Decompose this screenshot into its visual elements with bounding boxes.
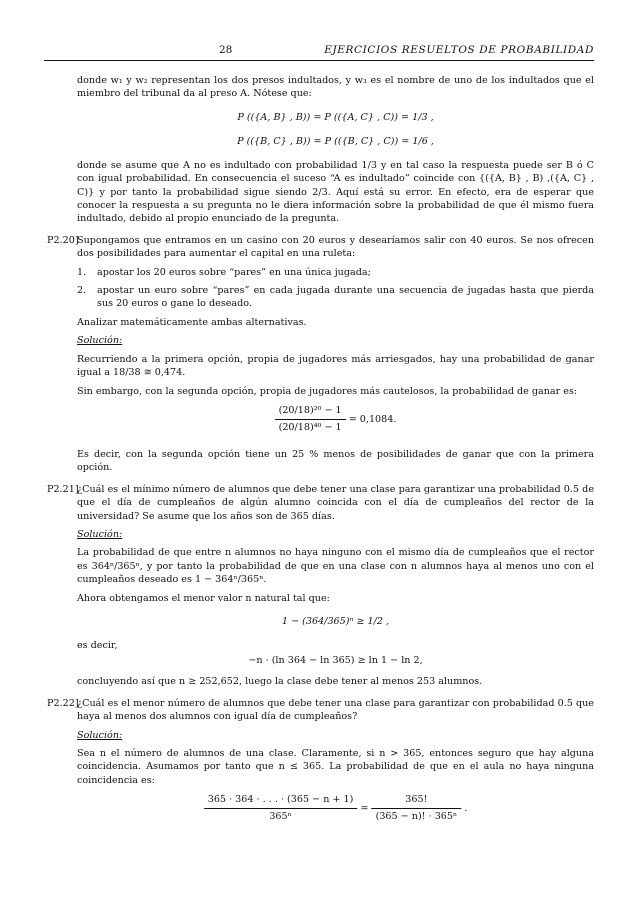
solution-label: Solución:: [77, 528, 123, 540]
options-list: [77, 266, 594, 311]
page-content: [0, 74, 638, 832]
solution-text: Ahora obtengamos el menor valor n natural tal que:: [77, 592, 330, 604]
intro-paragraph: donde w₁ y w₂ representan los dos presos indultados, y w₃ es el nombre de uno de los indultados que el miembro del tribunal da al preso A. Nótese que:: [77, 75, 594, 100]
problem-label: P2.22]: [47, 697, 79, 709]
problem-label: P2.20]: [47, 234, 79, 246]
page-header: [44, 44, 594, 61]
problem-2-22: [47, 697, 594, 724]
solution-text: Sea n el número de alumnos de una clase. Claramente, si n > 365, entonces seguro que hay alguna coincidencia. Asumamos por tanto que n ≤ 365. La probabilidad de que en el aula no haya ninguna coincidencia es:: [77, 748, 594, 786]
solution-label: Solución:: [77, 335, 123, 347]
es-decir-text: es decir,: [77, 639, 118, 651]
intro-explanation: donde se asume que A no es indultado con probabilidad 1/3 y en tal caso la respuesta puede ser B ó C con igual probabilidad. En consecuencia el suceso “A es indultado” coincide con {({A, B} , B) ,({A, C} , C)} y por tanto la probabilidad sigue siendo 2/3. Aquí está su error. En efecto, era de esperar que conocer la respuesta a su pregunta no le diera información sobre la probabilidad de que él mismo fuera indultado, debido al propio enunciado de la pregunta.: [77, 159, 594, 225]
equation-1: P (({A, B} , B)) = P (({A, C} , C)) = 1/3 ,: [237, 111, 434, 123]
birthday-equation: [77, 792, 594, 832]
problem-2-21: [47, 483, 594, 523]
conclusion-text: Es decir, con la segunda opción tiene un 25 % menos de posibilidades de ganar que con la primera opción.: [77, 448, 594, 474]
problem-statement: Supongamos que entramos en un casino con 20 euros y desearíamos salir con 40 euros. Se nos ofrecen dos posibilidades para aumentar el capital en una ruleta:: [77, 234, 594, 260]
conclusion-text: concluyendo así que n ≥ 252,652, luego la clase debe tener al menos 253 alumnos.: [77, 676, 483, 688]
probability-equation: [77, 403, 594, 443]
list-item: 1. apostar los 20 euros sobre “pares” en una única jugada;: [77, 266, 371, 278]
equals-sign: =: [360, 803, 369, 815]
left-denominator: 365ⁿ: [269, 811, 292, 823]
running-title: EJERCICIOS RESUELTOS DE PROBABILIDAD: [324, 44, 594, 56]
solution-text: Recurriendo a la primera opción, propia de jugadores más arriesgados, hay una probabilidad de ganar igual a 18/38 ≅ 0,474.: [77, 353, 594, 379]
problem-label: P2.21]: [47, 483, 79, 495]
equation-denominator: (20/18)⁴⁰ − 1: [278, 421, 342, 433]
list-item: 2. apostar un euro sobre “pares” en cada jugada durante una secuencia de jugadas hasta que pierda sus 20 euros o gane lo deseado.: [77, 285, 594, 310]
equation-2: P (({B, C} , B)) = P (({B, C} , C)) = 1/6 ,: [237, 135, 434, 147]
right-denominator: (365 − n)! · 365ⁿ: [375, 811, 458, 823]
analyze-text: Analizar matemáticamente ambas alternativas.: [77, 316, 307, 328]
log-expression: −n · (ln 364 − ln 365) ≥ ln 1 − ln 2,: [248, 655, 423, 667]
inequality: [77, 605, 594, 639]
solution-text: Sin embargo, con la segunda opción, propia de jugadores más cautelosos, la probabilidad de ganar es:: [77, 385, 578, 397]
problem-statement: ¿Cuál es el menor número de alumnos que debe tener una clase para garantizar con probabilidad 0.5 que haya al menos dos alumnos con igual día de cumpleaños?: [77, 697, 594, 723]
right-numerator: 365!: [372, 792, 462, 809]
left-numerator: 365 · 364 · . . . · (365 − n + 1): [204, 792, 358, 809]
solution-label: Solución:: [77, 729, 123, 741]
problem-statement: ¿Cuál es el mínimo número de alumnos que debe tener una clase para garantizar una probabilidad 0.5 de que el día de cumpleaños de algún alumno coincida con el día de cumpleaños del rector de la universidad? Se asume que los años son de 365 días.: [77, 483, 594, 522]
equation-numerator: (20/18)²⁰ − 1: [275, 403, 346, 420]
inequality-expression: 1 − (364/365)ⁿ ≥ 1/2 ,: [281, 615, 390, 627]
solution-text: La probabilidad de que entre n alumnos no haya ninguno con el mismo día de cumpleaños que el rector es 364ⁿ/365ⁿ, y por tanto la probabilidad de que en una clase con n alumnos haya al menos uno con el cumpleaños deseado es 1 − 364ⁿ/365ⁿ.: [77, 547, 594, 586]
equation-period: .: [464, 803, 468, 815]
log-equation: [77, 652, 594, 670]
equation-result: = 0,1084.: [348, 413, 397, 425]
page-number: 28: [219, 44, 233, 56]
problem-2-20: [47, 234, 594, 261]
intro-equations: [77, 106, 594, 154]
